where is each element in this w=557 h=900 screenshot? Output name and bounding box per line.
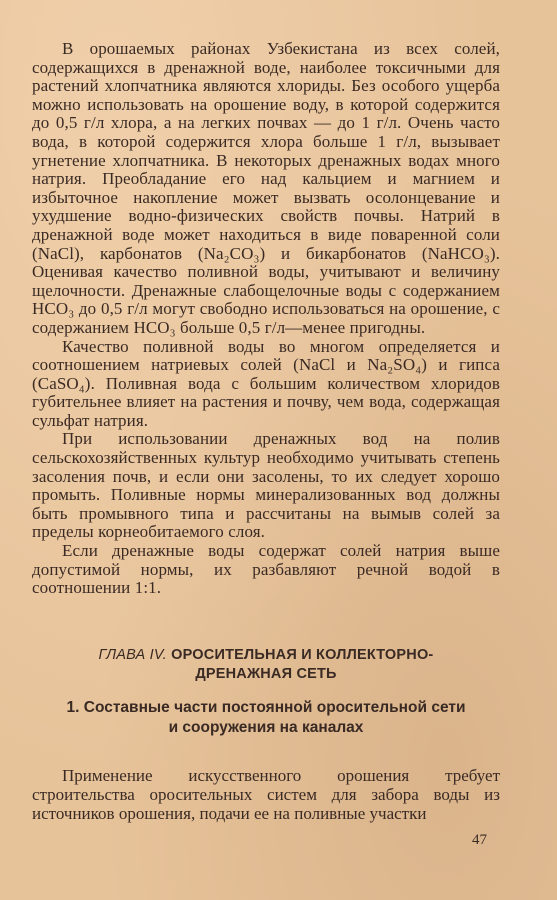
page-number: 47 xyxy=(472,832,487,848)
paragraph-dilution: Если дренажные воды содержат солей натрия выше допустимой нормы, их разбавляют речной водой в соотношении 1:1. xyxy=(32,541,500,598)
paragraph-sodium-salts: Качество поливной воды во многом определяется и соотношением натриевых солей (NaCl и Na₂SO₄) и гипса (CaSO₄). Поливная вода с большим количеством хлоридов губительнее влияет на растения и почву, чем вода, содержащая сульфат натрия. xyxy=(32,336,500,430)
section-heading xyxy=(32,698,500,738)
paragraph-chlorides: В орошаемых районах Узбекистана из всех солей, содержащихся в дренажной воде, наиболее токсичными для растений хлопчатника являются хлориды. Без особого ущерба можно использовать на орошение воду, в которой содержится до 0,5 г/л хлора, а на легких почвах — до 1 г/л. Очень часто вода, в которой содержится хлора больше 1 г/л, вызывает угнетение хлопчатника. В некоторых дренажных водах много натрия. Преобладание его над кальцием и магнием и избыточное накопление может вызвать осолонцевание и ухудшение водно-физических свойств почвы. Натрий в дренажной воде может находиться в виде поваренной соли (NaCl), карбонатов (Na₂CO₃) и бикарбонатов (NaHCO₃). Оценивая качество поливной воды, учитывают и величину щелочности. Дренажные слабощелочные воды с содержанием HCO₃ до 0,5 г/л могут свободно использоваться на орошение, с содержанием HCO₃ больше 0,5 г/л—менее пригодны. xyxy=(32,39,500,337)
chapter-number: ГЛАВА IV. xyxy=(98,647,167,663)
section-heading-line-2: и сооружения на каналах xyxy=(168,719,364,736)
chapter-title-line-2: ДРЕНАЖНАЯ СЕТЬ xyxy=(195,666,337,682)
chapter-heading xyxy=(32,646,500,684)
paragraph-drainage-use: При использовании дренажных вод на полив сельскохозяйственных культур необходимо учитывать степень засоления почв, и если они засолены, то их следует хорошо промыть. Поливные нормы минерализованных вод должны быть промывного типа и рассчитаны на вымыв солей за пределы корнеобитаемого слоя. xyxy=(32,429,500,542)
section-text-block xyxy=(32,766,500,823)
section-heading-line-1: 1. Составные части постоянной оросительной сети xyxy=(66,699,466,716)
chapter-heading-line-1 xyxy=(32,646,500,665)
paragraph-irrigation-systems: Применение искусственного орошения требует строительства оросительных систем для забора воды из источников орошения, подачи ее на поливные участки xyxy=(32,766,500,823)
main-text-block xyxy=(32,40,500,598)
chapter-title-line-1: ОРОСИТЕЛЬНАЯ И КОЛЛЕКТОРНО- xyxy=(171,647,434,663)
